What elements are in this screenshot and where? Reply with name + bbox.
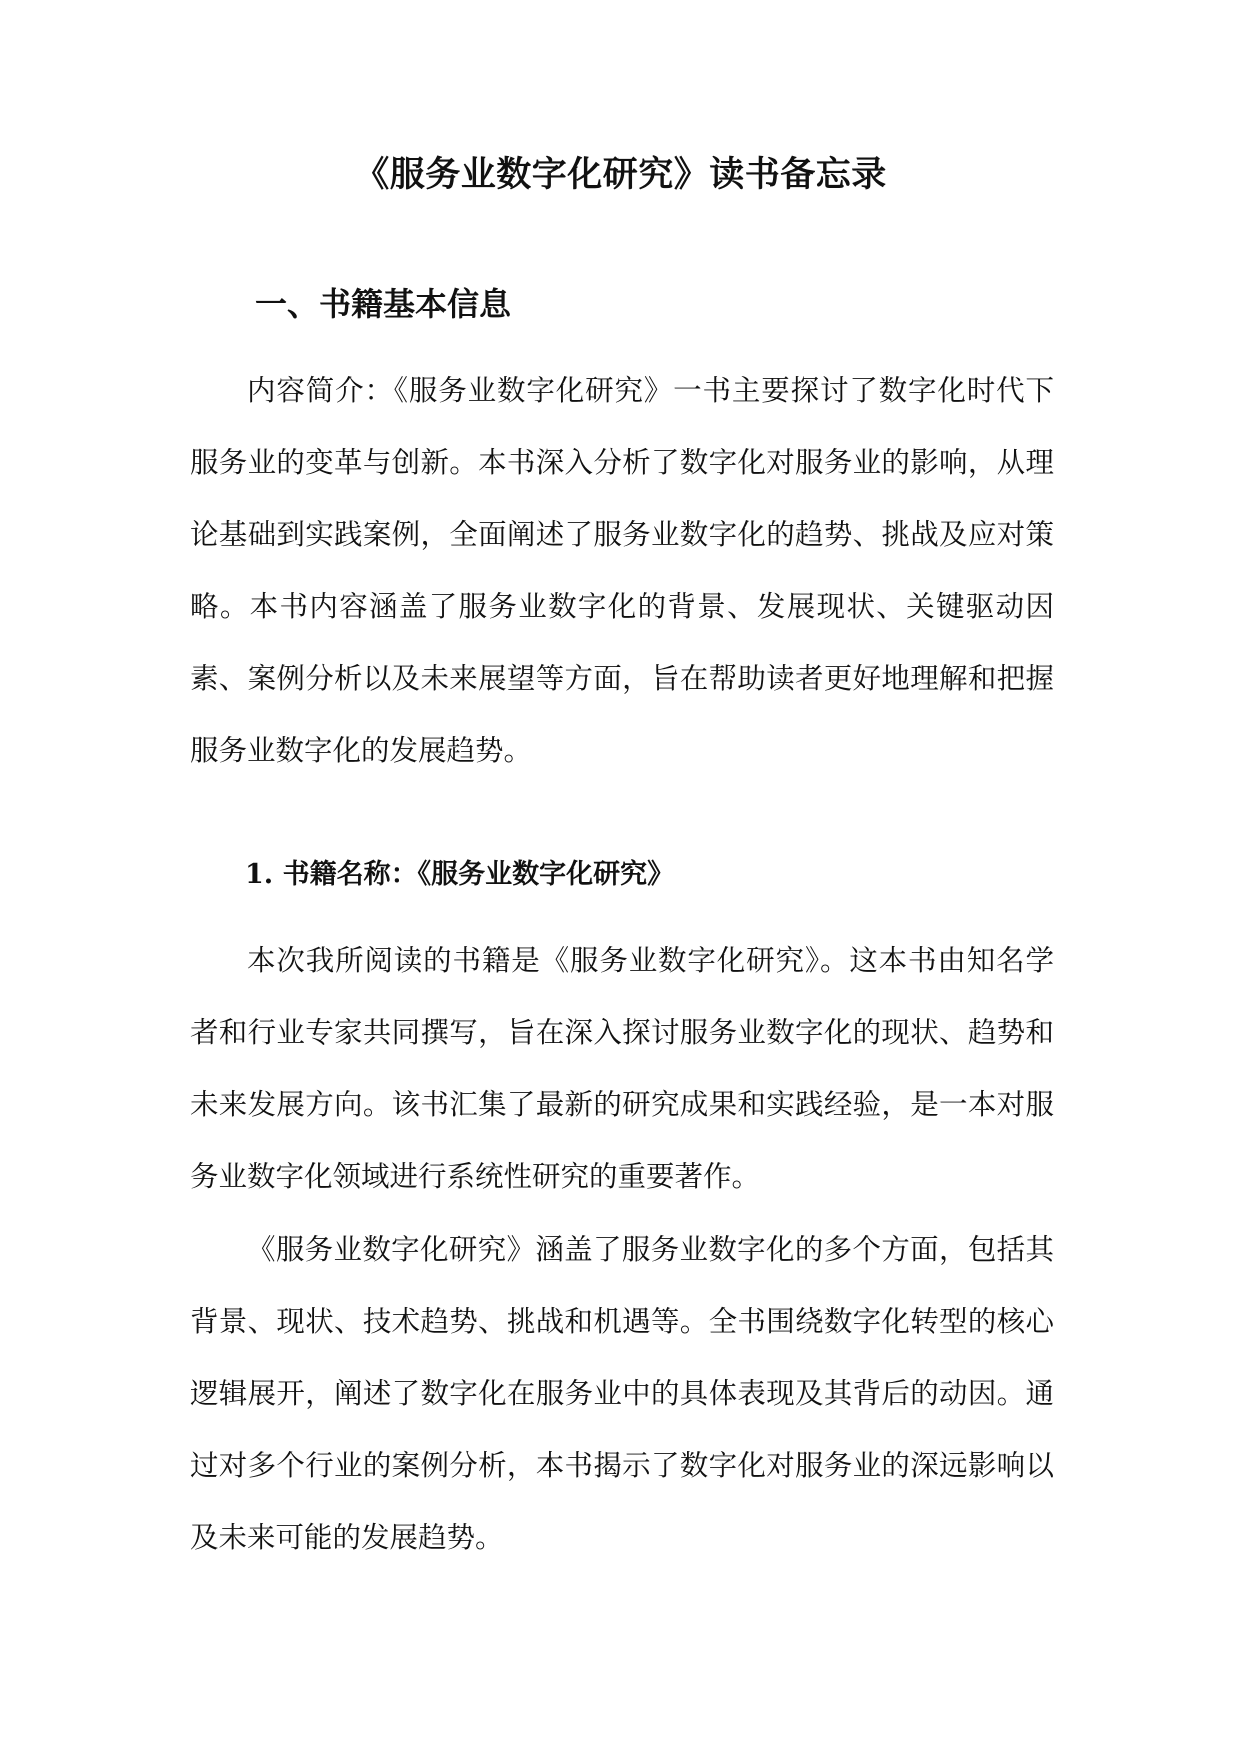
body-paragraph: 《服务业数字化研究》涵盖了服务业数字化的多个方面，包括其背景、现状、技术趋势、挑战和机遇等。全书围绕数字化转型的核心逻辑展开，阐述了数字化在服务业中的具体表现及其背后的动因。通过对多个行业的案例分析，本书揭示了数字化对服务业的深远影响以及未来可能的发展趋势。 xyxy=(190,1233,1054,1554)
document-title: 《服务业数字化研究》读书备忘录 xyxy=(354,154,887,195)
subsection-heading-book-name: 1. 书籍名称：《服务业数字化研究》 xyxy=(245,859,675,890)
section-heading-basic-info: 一、书籍基本信息 xyxy=(255,285,512,323)
intro-paragraph: 内容简介：《服务业数字化研究》一书主要探讨了数字化时代下服务业的变革与创新。本书深入分析了数字化对服务业的影响，从理论基础到实践案例，全面阐述了服务业数字化的趋势、挑战及应对策略。本书内容涵盖了服务业数字化的背景、发展现状、关键驱动因素、案例分析以及未来展望等方面，旨在帮助读者更好地理解和把握服务业数字化的发展趋势。 xyxy=(190,374,1054,767)
body-paragraph: 本次我所阅读的书籍是《服务业数字化研究》。这本书由知名学者和行业专家共同撰写，旨在深入探讨服务业数字化的现状、趋势和未来发展方向。该书汇集了最新的研究成果和实践经验，是一本对服务业数字化领域进行系统性研究的重要著作。 xyxy=(190,944,1054,1193)
